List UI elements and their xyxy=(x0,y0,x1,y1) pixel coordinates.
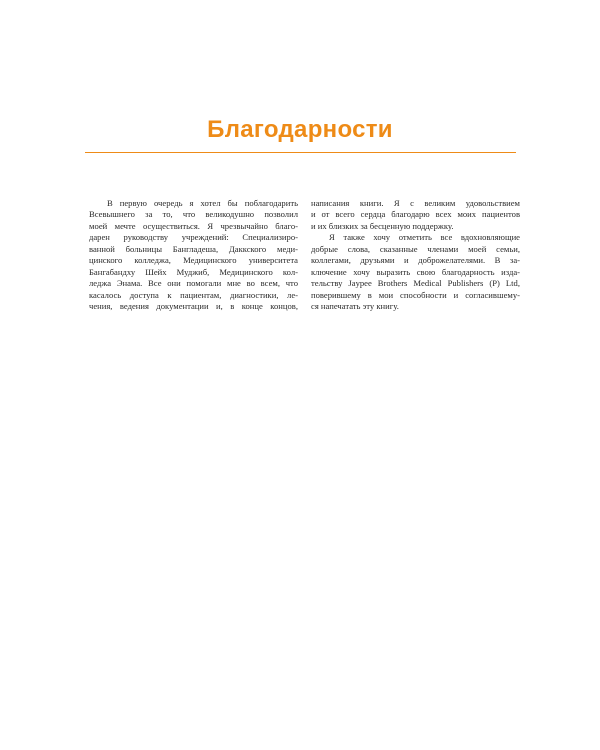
text-line: моей мечте осуществиться. Я чрезвычайно благо- xyxy=(89,220,298,231)
text-line: ся напечатать эту книгу. xyxy=(311,301,399,312)
text-line: написания книги. Я с великим удовольствием xyxy=(311,198,520,208)
left-column xyxy=(89,198,298,313)
paragraph-continuation xyxy=(311,198,520,232)
text-line: касалось доступа к пациентам, диагностики, ле- xyxy=(89,289,298,300)
paragraph-thanks xyxy=(311,232,520,312)
text-line: цинского колледжа, Медицинского университета xyxy=(89,255,298,266)
title-divider xyxy=(85,152,516,153)
text-line: В первую очередь я хотел бы поблагодарить xyxy=(107,198,298,208)
text-line: поверившему в мои способности и согласившему- xyxy=(311,289,520,300)
text-line: чения, ведения документации и, в конце концов, xyxy=(89,301,298,312)
text-line: дарен руководству учреждений: Специализиро- xyxy=(89,232,298,243)
paragraph-intro xyxy=(89,198,298,313)
text-line: Всевышнего за то, что великодушно позволил xyxy=(89,209,298,220)
right-column xyxy=(311,198,520,313)
text-line: леджа Энама. Все они помогали мне во всем, что xyxy=(89,278,298,289)
page-title: Благодарности xyxy=(207,116,393,143)
text-line: и от всего сердца благодарю всех моих пациентов xyxy=(311,209,520,220)
text-line: тельству Jaypee Brothers Medical Publishers (P) Ltd, xyxy=(311,278,520,289)
text-line: ванной больницы Бангладеша, Даккского меди- xyxy=(89,243,298,254)
text-line: добрые слова, сказанные членами моей семьи, xyxy=(311,243,520,254)
text-line: коллегами, друзьями и доброжелателями. В за- xyxy=(311,255,520,266)
text-line: ключение хочу выразить свою благодарность изда- xyxy=(311,266,520,277)
text-line: Бангабандху Шейх Муджиб, Медицинского кол- xyxy=(89,266,298,277)
text-line: и их близких за бесценную поддержку. xyxy=(311,220,454,231)
text-line: Я также хочу отметить все вдохновляющие xyxy=(329,232,520,243)
